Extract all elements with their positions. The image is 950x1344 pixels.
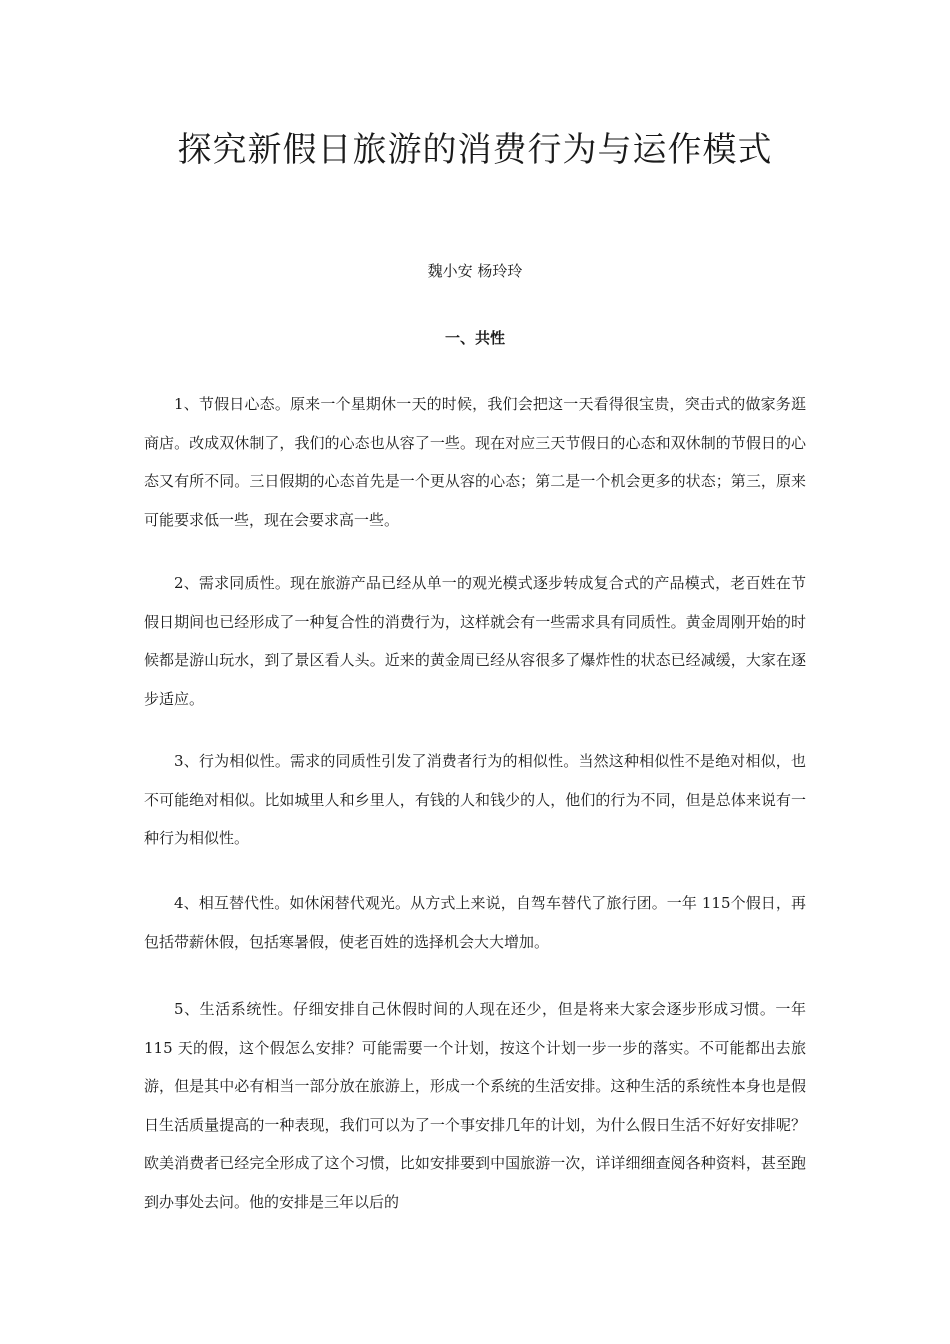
section-heading: 一、共性	[444, 329, 505, 347]
body-paragraph-3: 3、行为相似性。需求的同质性引发了消费者行为的相似性。当然这种相似性不是绝对相似，也不可能绝对相似。比如城里人和乡里人，有钱的人和钱少的人，他们的行为不同，但是总体来说有一种行为相似性。	[144, 752, 806, 847]
document-authors: 魏小安 杨玲玲	[427, 262, 523, 280]
body-paragraph-2: 2、需求同质性。现在旅游产品已经从单一的观光模式逐步转成复合式的产品模式，老百姓在节假日期间也已经形成了一种复合性的消费行为，这样就会有一些需求具有同质性。黄金周刚开始的时候都是游山玩水，到了景区看人头。近来的黄金周已经从容很多了爆炸性的状态已经减缓，大家在逐步适应。	[144, 574, 806, 708]
document-title: 探究新假日旅游的消费行为与运作模式	[177, 130, 773, 170]
body-paragraph-1: 1、节假日心态。原来一个星期休一天的时候，我们会把这一天看得很宝贵，突击式的做家务逛商店。改成双休制了，我们的心态也从容了一些。现在对应三天节假日的心态和双休制的节假日的心态又有所不同。三日假期的心态首先是一个更从容的心态；第二是一个机会更多的状态；第三，原来可能要求低一些，现在会要求高一些。	[144, 395, 806, 529]
body-paragraph-5: 5、生活系统性。仔细安排自己休假时间的人现在还少，但是将来大家会逐步形成习惯。一年 115 天的假，这个假怎么安排？可能需要一个计划，按这个计划一步一步的落实。不可能都出去旅游，但是其中必有相当一部分放在旅游上，形成一个系统的生活安排。这种生活的系统性本身也是假日生活质量提高的一种表现，我们可以为了一个事安排几年的计划，为什么假日生活不好好安排呢？欧美消费者已经完全形成了这个习惯，比如安排要到中国旅游一次，详详细细查阅各种资料，甚至跑到办事处去问。他的安排是三年以后的	[144, 1000, 806, 1211]
body-paragraph-4: 4、相互替代性。如休闲替代观光。从方式上来说，自驾车替代了旅行团。一年 115个假日，再包括带薪休假，包括寒暑假，使老百姓的选择机会大大增加。	[144, 894, 806, 951]
